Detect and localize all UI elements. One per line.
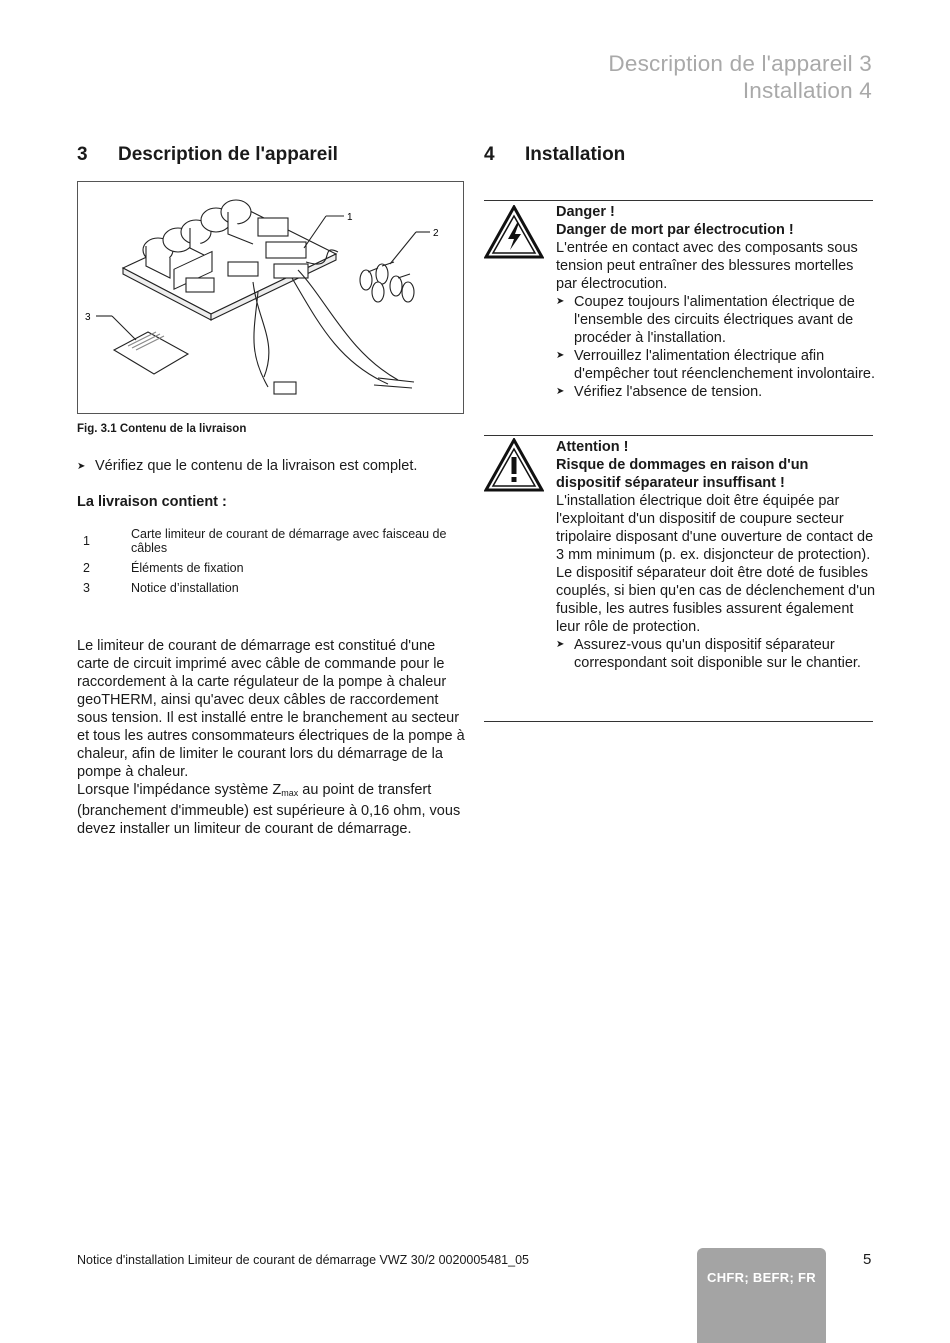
- table-row: [77, 524, 464, 558]
- attention-steps: [556, 636, 876, 672]
- country-tab: [697, 1248, 826, 1343]
- danger-warning: [484, 203, 876, 425]
- list-item: [556, 347, 876, 383]
- item-text: Notice d’installation: [131, 581, 239, 595]
- figure-3-1: [77, 181, 464, 414]
- attention-title: Attention !: [556, 439, 629, 455]
- delivery-title: La livraison contient :: [77, 494, 227, 510]
- figure-caption: Fig. 3.1 Contenu de la livraison: [77, 423, 247, 435]
- step-text: Verrouillez l'alimentation électrique afin d'empêcher tout réenclenchement involontaire.: [574, 348, 876, 382]
- arrow-bullet-icon: ➤: [556, 296, 565, 307]
- subscript-max: max: [281, 788, 299, 798]
- delivery-contents-illustration: [78, 182, 463, 413]
- item-number: 1: [83, 534, 90, 548]
- divider: [484, 435, 873, 436]
- electric-shock-warning-icon: [484, 205, 544, 261]
- table-row: [77, 578, 464, 598]
- divider: [484, 200, 873, 201]
- item-text: Carte limiteur de courant de démarrage avec faisceau de câbles: [131, 527, 447, 555]
- paragraph-2-start: Lorsque l'impédance système Z: [77, 782, 282, 798]
- list-item: [556, 383, 876, 401]
- step-text: Assurez-vous qu'un dispositif séparateur correspondant soit disponible sur le chantier.: [574, 637, 861, 671]
- step-text: Vérifiez l'absence de tension.: [574, 384, 763, 400]
- section-4-number: 4: [484, 144, 495, 165]
- step-text: Vérifiez que le contenu de la livraison est complet.: [95, 458, 418, 474]
- danger-subtitle: Danger de mort par électrocution !: [556, 222, 794, 238]
- section-3-heading: [77, 144, 338, 166]
- delivery-table: [77, 524, 464, 598]
- footer-text: Notice d'installation Limiteur de courant de démarrage VWZ 30/2 0020005481_05: [77, 1253, 529, 1267]
- list-item: [556, 636, 876, 672]
- item-number: 2: [83, 561, 90, 575]
- section-3-number: 3: [77, 144, 88, 165]
- danger-title: Danger !: [556, 204, 615, 220]
- paragraph-2-end: au point de transfert (branchement d'immeuble) est supérieure à 0,16 ohm, vous devez installer un limiteur de courant de démarrage.: [77, 782, 461, 837]
- header-line-1: Description de l'appareil 3: [608, 51, 872, 76]
- description-paragraph: [77, 637, 469, 838]
- danger-steps: [556, 293, 876, 401]
- arrow-bullet-icon: ➤: [556, 639, 565, 650]
- figure-callout-2: 2: [433, 228, 439, 239]
- paragraph-2: [77, 781, 469, 838]
- arrow-bullet-icon: ➤: [556, 386, 565, 397]
- divider: [484, 721, 873, 722]
- attention-warning: [484, 438, 876, 712]
- check-delivery-step: [77, 457, 417, 476]
- list-item: [556, 293, 876, 347]
- paragraph-1: Le limiteur de courant de démarrage est constitué d'une carte de circuit imprimé avec câble de commande pour le raccordement à la carte régulateur de la pompe à chaleur geoTHERM, ainsi qu'avec deux câbles de raccordement sous tension. Il est installé entre le branchement au secteur et tous les autres consommateurs électriques de la pompe à chaleur, afin de limiter le courant lors du démarrage de la pompe à chaleur.: [77, 638, 465, 780]
- danger-text: L'entrée en contact avec des composants sous tension peut entraîner des blessures mortelles par électrocution.: [556, 240, 858, 292]
- table-row: [77, 558, 464, 578]
- header-line-2: Installation 4: [742, 78, 872, 103]
- running-header: [608, 50, 872, 104]
- attention-text: L'installation électrique doit être équipée par l'exploitant d'un dispositif de coupure secteur tripolaire disposant d'une ouverture de contact de 3 mm minimum (p. ex. disjoncteur de protection). Le dispositif séparateur doit être doté de fusibles couplés, si bien qu'en cas de déclenchement d'un fusible, les autres fusibles assurent également leur rôle de protection.: [556, 493, 876, 635]
- step-text: Coupez toujours l'alimentation électrique de l'ensemble des circuits électriques avant de procéder à l'installation.: [574, 294, 855, 346]
- attention-subtitle: Risque de dommages en raison d'un dispositif séparateur insuffisant !: [556, 457, 809, 491]
- country-tab-label: CHFR; BEFR; FR: [707, 1270, 816, 1285]
- figure-callout-1: 1: [347, 212, 353, 223]
- page-number: 5: [863, 1251, 872, 1268]
- arrow-bullet-icon: ➤: [556, 350, 565, 361]
- arrow-bullet-icon: ➤: [77, 461, 86, 472]
- figure-callout-3: 3: [85, 312, 91, 323]
- item-number: 3: [83, 581, 90, 595]
- section-4-heading: [484, 144, 625, 166]
- section-4-title: Installation: [525, 144, 626, 165]
- item-text: Éléments de fixation: [131, 561, 244, 575]
- exclamation-warning-icon: [484, 438, 544, 494]
- section-3-title: Description de l'appareil: [118, 144, 338, 165]
